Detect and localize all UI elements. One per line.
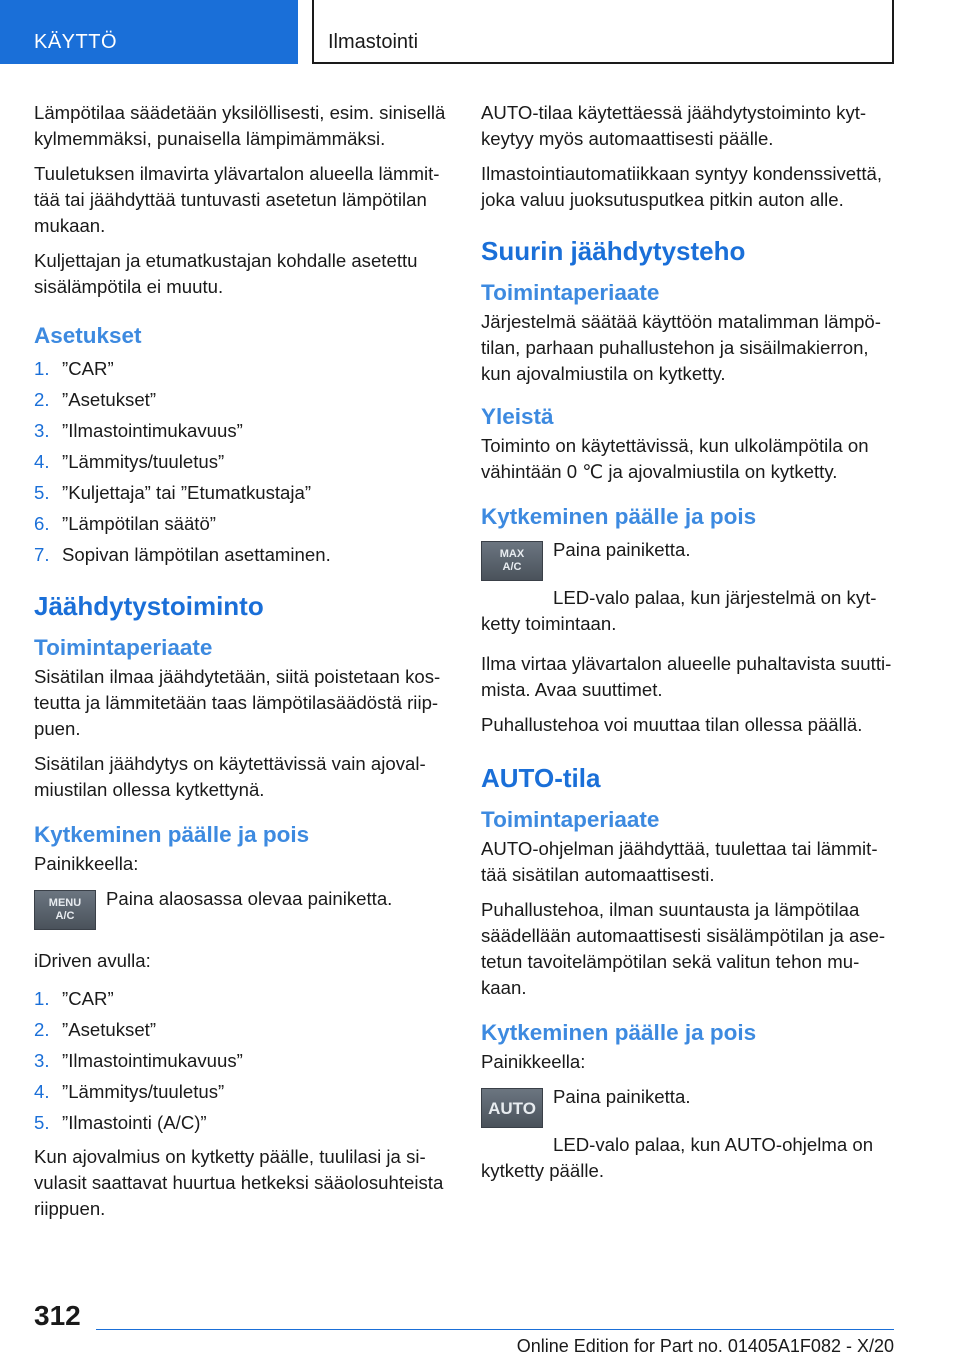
paragraph: Tuuletuksen ilmavirta ylävartalon alueella lämmit-tää tai jäähdyttää tuntuvasti asetetun lämpötilan mukaan.	[34, 163, 440, 236]
paragraph: Toiminto on käytettävissä, kun ulkolämpötila on vähintään 0 ℃ ja ajovalmiustila on kytketty.	[481, 435, 869, 482]
footer-divider	[96, 1329, 894, 1330]
list-item: 4. ”Lämmitys/tuuletus”	[34, 451, 225, 472]
settings-steps	[34, 356, 452, 568]
heading-principle: Toimintaperiaate	[481, 807, 660, 832]
paragraph: Painikkeella:	[34, 853, 139, 874]
heading-principle: Toimintaperiaate	[34, 635, 213, 660]
paragraph: Sisätilan ilmaa jäähdytetään, siitä poistetaan kos-teutta ja lämmitetään taas lämpötilasäädöstä riip-puen.	[34, 666, 441, 739]
paragraph: Lämpötilaa säädetään yksilöllisesti, esim. sinisellä kylmemmäksi, punaisella lämpimämmäksi.	[34, 102, 446, 149]
paragraph: Ilmastointiautomatiikkaan syntyy kondenssivettä, joka valuu juoksutusputkea pitkin auton alle.	[481, 163, 882, 210]
heading-general: Yleistä	[481, 404, 554, 429]
heading-onoff: Kytkeminen päälle ja pois	[34, 822, 310, 847]
menu-ac-row	[34, 886, 452, 934]
paragraph: Järjestelmä säätää käyttöön matalimman lämpö-tilan, parhaan puhallustehon ja sisäilmakierron, kun ajovalmiustila on kytketty.	[481, 311, 881, 384]
list-item: 4. ”Lämmitys/tuuletus”	[34, 1081, 225, 1102]
paragraph: LED-valo palaa, kun AUTO-ohjelma on kytketty päälle.	[481, 1134, 874, 1181]
list-item: 2. ”Asetukset”	[34, 1019, 157, 1040]
list-item: 1. ”CAR”	[34, 358, 114, 379]
paragraph: Painikkeella:	[481, 1051, 586, 1072]
max-ac-row	[481, 537, 899, 585]
paragraph: Paina painiketta.	[553, 1086, 691, 1107]
list-item: 5. ”Ilmastointi (A/C)”	[34, 1112, 207, 1133]
page-number: 312	[34, 1300, 81, 1331]
paragraph: AUTO-ohjelman jäähdyttää, tuulettaa tai lämmit-tää sisätilan automaattisesti.	[481, 838, 878, 885]
paragraph: Kuljettajan ja etumatkustajan kohdalle asetettu sisälämpötila ei muutu.	[34, 250, 418, 297]
list-item: 2. ”Asetukset”	[34, 389, 157, 410]
paragraph: Kun ajovalmius on kytketty päälle, tuulilasi ja si-vulasit saattavat huurtua hetkeksi sääolosuhteista riippuen.	[34, 1146, 444, 1219]
section-title: KÄYTTÖ	[34, 31, 118, 53]
list-item: 3. ”Ilmastointimukavuus”	[34, 420, 243, 441]
paragraph: Puhallustehoa voi muuttaa tilan ollessa päällä.	[481, 714, 863, 735]
heading-max-cooling: Suurin jäähdytysteho	[481, 236, 746, 266]
chapter-tab[interactable]	[312, 0, 894, 64]
paragraph: Paina alaosassa olevaa painiketta.	[106, 888, 393, 909]
list-item: 3. ”Ilmastointimukavuus”	[34, 1050, 243, 1071]
paragraph: AUTO-tilaa käytettäessä jäähdytystoiminto kyt-keytyy myös automaattisesti päälle.	[481, 102, 867, 149]
paragraph: Ilma virtaa ylävartalon alueelle puhaltavista suutti-mista. Avaa suuttimet.	[481, 653, 892, 700]
heading-cooling: Jäähdytystoiminto	[34, 591, 264, 621]
chapter-title: Ilmastointi	[328, 31, 419, 53]
heading-asetukset: Asetukset	[34, 323, 142, 348]
idrive-steps	[34, 986, 452, 1136]
footer-edition: Online Edition for Part no. 01405A1F082 - X/20	[516, 1336, 894, 1356]
left-column	[34, 100, 452, 1231]
max-ac-button-icon: MAX A/C	[481, 541, 543, 581]
paragraph: LED-valo palaa, kun järjestelmä on kyt-ketty toimintaan.	[481, 587, 877, 634]
list-item: 7. Sopivan lämpötilan asettaminen.	[34, 544, 331, 565]
paragraph: Sisätilan jäähdytys on käytettävissä vain ajoval-miustilan ollessa kytkettynä.	[34, 753, 426, 800]
list-item: 6. ”Lämpötilan säätö”	[34, 513, 216, 534]
auto-button-icon: AUTO	[481, 1088, 543, 1128]
menu-ac-button-icon: MENU A/C	[34, 890, 96, 930]
right-column	[481, 100, 899, 1193]
paragraph: iDriven avulla:	[34, 950, 151, 971]
heading-onoff: Kytkeminen päälle ja pois	[481, 504, 757, 529]
section-tab[interactable]	[0, 0, 298, 64]
list-item: 5. ”Kuljettaja” tai ”Etumatkustaja”	[34, 482, 312, 503]
heading-principle: Toimintaperiaate	[481, 280, 660, 305]
heading-auto: AUTO-tila	[481, 763, 601, 793]
list-item: 1. ”CAR”	[34, 988, 114, 1009]
auto-row	[481, 1084, 899, 1132]
heading-onoff: Kytkeminen päälle ja pois	[481, 1020, 757, 1045]
paragraph: Puhallustehoa, ilman suuntausta ja lämpötilaa säädellään automaattisesti sisälämpötilan ja ase-tetun tavoitelämpötilan sekä valitun tehon mu-kaan.	[481, 899, 886, 998]
paragraph: Paina painiketta.	[553, 539, 691, 560]
